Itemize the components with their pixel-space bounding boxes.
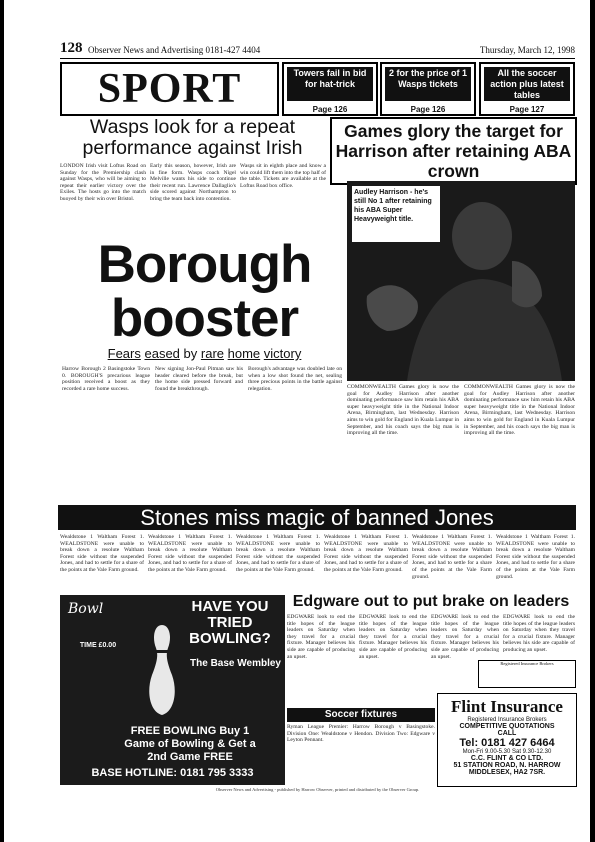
edgware-column-4: EDGWARE look to end the title hopes of the league leaders on Saturday when they travel for a crucial fixture. Manager believes his side are capable of producing an upset. (503, 614, 575, 653)
bowling-offer: TIME £0.00 (79, 642, 117, 649)
stones-column-6: Wealdstone 1 Waltham Forest 1. WEALDSTONE were unable to break down a resolute Waltham Forest side without the suspended Jones, and had to settle for a share of the points at the Vale Farm ground. (496, 534, 575, 580)
promo-box-3[interactable] (479, 62, 575, 116)
wasps-column-3: Wasps sit in eighth place and know a win could lift them into the top half of the table. Tickets are available at the Loftus Road box office. (240, 163, 326, 189)
bowling-hotline: BASE HOTLINE: 0181 795 3333 (91, 767, 254, 779)
wasps-column-2: Early this season, however, Irish are in fine form. Wasps coach Nigel Melville wants his side to continue their recent run. Lawrence Dallaglio's side scored against Northampton to bring the team back into contention. (150, 163, 236, 202)
wasps-headline: Wasps look for a repeat performance against Irish (82, 116, 303, 159)
promo-page: Page 127 (509, 105, 545, 114)
stones-column-5: Wealdstone 1 Waltham Forest 1. WEALDSTONE were unable to break down a resolute Waltham Forest side without the suspended Jones, and had to settle for a share of the points at the Vale Farm ground. (412, 534, 492, 580)
section-title: SPORT (97, 66, 242, 112)
promo-text: Towers fail in bid for hat-trick (287, 67, 373, 101)
scan-edge-left (0, 0, 4, 842)
issue-date: Thursday, March 12, 1998 (479, 45, 575, 55)
sub-word: Fears (107, 346, 141, 361)
bowling-headline: HAVE YOU TRIED BOWLING? (189, 598, 271, 647)
harrison-body-1: COMMONWEALTH Games glory is now the goal for Audley Harrison after another dominating performance saw him retain his ABA super heavyweight title in the National Indoor Arena, Birmingham, last Wednesday. Harrison aims to win gold for England in Kuala Lumpur in September, and his coach says the big man is improving all the time. (347, 384, 459, 437)
borough-column-2: New signing Jon-Paul Pitman saw his header cleared before the break, but the home side pressed forward and found the breakthrough. (155, 366, 243, 392)
flint-company: C.C. FLINT & CO LTD. (470, 755, 544, 762)
soccer-fixtures-list: Ryman League Premier: Harrow Borough v Basingstoke. Division One: Wealdstone v Hendon. Division Two: Edgware v Leyton Pennant. (287, 724, 435, 744)
borough-column-3: Borough's advantage was doubled late on when a low shot found the net, sealing three precious points in the battle against relegation. (248, 366, 342, 392)
soccer-fixtures-heading: Soccer fixtures (287, 708, 435, 722)
bowling-promo: FREE BOWLING Buy 1 Game of Bowling & Get a 2nd Game FREE (124, 725, 256, 763)
promo-text: 2 for the price of 1 Wasps tickets (385, 67, 471, 101)
sub-word: rare (200, 346, 225, 361)
paper-name: Observer News and Advertising 0181-427 4404 (88, 45, 261, 55)
bowling-venue: The Base Wembley (190, 658, 281, 669)
stones-column-4: Wealdstone 1 Waltham Forest 1. WEALDSTONE were unable to break down a resolute Waltham Forest side without the suspended Jones, and had to settle for a share of the points at the Vale Farm ground. (324, 534, 408, 573)
bowl-logo: Bowl (68, 601, 104, 617)
flint-line2: COMPETITIVE QUOTATIONS (459, 723, 555, 730)
bowling-pin-icon (142, 620, 182, 720)
borough-headline: Borough booster (97, 235, 312, 348)
photo-caption: Audley Harrison - he's still No 1 after retaining his ABA Super Heavyweight title. (352, 186, 440, 242)
stones-column-2: Wealdstone 1 Waltham Forest 1. WEALDSTONE were unable to break down a resolute Waltham Forest side without the suspended Jones, and had to settle for a share of the points at the Vale Farm ground. (148, 534, 232, 573)
wasps-column-1: LONDON Irish visit Loftus Road on Sunday for the Premiership clash against Wasps, who will be aiming to repeat their earlier victory over the Exiles. The hosts go into the match buoyed by their win over Bristol. (60, 163, 146, 202)
promo-box-2[interactable] (380, 62, 476, 116)
promo-text: All the soccer action plus latest tables (484, 67, 570, 101)
flint-hours: Mon-Fri 9.00-5.30 Sat 9.30-12.30 (462, 749, 552, 755)
harrison-headline: Games glory the target for Harrison after retaining ABA crown (330, 117, 577, 185)
bowling-advert (60, 595, 285, 785)
page-number: 128 (60, 40, 83, 56)
borough-subheadline (62, 346, 347, 361)
stones-column-3: Wealdstone 1 Waltham Forest 1. WEALDSTONE were unable to break down a resolute Waltham Forest side without the suspended Jones, and had to settle for a share of the points at the Vale Farm ground. (236, 534, 320, 573)
edgware-column-1: EDGWARE look to end the title hopes of the league leaders on Saturday when they travel for a crucial fixture. Manager believes his side are capable of producing an upset. (287, 614, 355, 660)
flint-address: 51 STATION ROAD, N. HARROW MIDDLESEX, HA2 7SR. (453, 762, 561, 776)
header-rule (60, 58, 575, 59)
edgware-headline: Edgware out to put brake on leaders (292, 593, 570, 610)
scan-edge-right (590, 0, 595, 842)
small-advert (478, 660, 576, 688)
edgware-column-3: EDGWARE look to end the title hopes of the league leaders on Saturday when they travel for a crucial fixture. Manager believes his side are capable of producing an upset. (431, 614, 499, 660)
sub-word: eased (144, 346, 180, 361)
edgware-column-2: EDGWARE look to end the title hopes of the league leaders on Saturday when they travel for a crucial fixture. Manager believes his side are capable of producing an upset. (359, 614, 427, 660)
harrison-body-2: COMMONWEALTH Games glory is now the goal for Audley Harrison after another dominating performance saw him retain his ABA super heavyweight title in the National Indoor Arena, Birmingham, last Wednesday. Harrison aims to win gold for England in Kuala Lumpur in September, and his coach says the big man is improving all the time. (464, 384, 575, 437)
promo-page: Page 126 (312, 105, 348, 114)
flint-telephone: Tel: 0181 427 6464 (459, 737, 555, 749)
flint-insurance-advert (437, 693, 577, 787)
sub-word: by (183, 346, 198, 361)
sub-word: home (227, 346, 261, 361)
borough-column-1: Harrow Borough 2 Basingstoke Town 0. BOROUGH'S precarious league position received a boost as they recorded a rare home success. (62, 366, 150, 392)
flint-line1: Registered Insurance Brokers (467, 717, 547, 723)
small-advert-text: Registered Insurance Brokers (500, 661, 554, 666)
section-masthead (60, 62, 279, 116)
flint-name: Flint Insurance (451, 697, 563, 716)
promo-box-1[interactable] (282, 62, 378, 116)
flint-call: CALL (497, 730, 517, 737)
stones-headline: Stones miss magic of banned Jones (58, 505, 576, 530)
page-header (60, 40, 575, 58)
page-footer: Observer News and Advertising - published by Harrow Observer, printed and distributed by the Observer Group. (215, 787, 420, 792)
stones-column-1: Wealdstone 1 Waltham Forest 1. WEALDSTONE were unable to break down a resolute Waltham Forest side without the suspended Jones, and had to settle for a share of the points at the Vale Farm ground. (60, 534, 144, 573)
promo-page: Page 126 (410, 105, 446, 114)
sub-word: victory (263, 346, 302, 361)
